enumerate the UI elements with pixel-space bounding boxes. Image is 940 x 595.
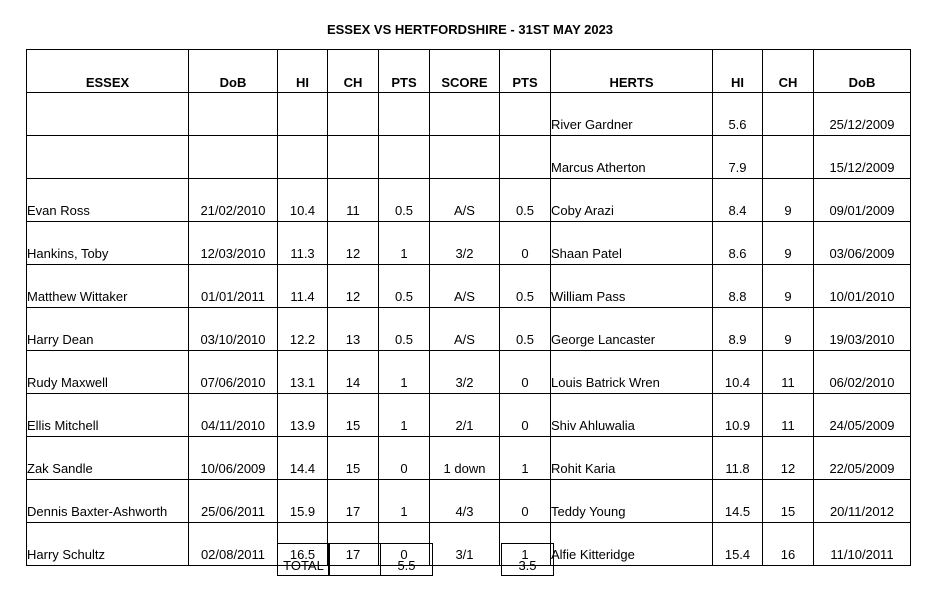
table-row bbox=[27, 480, 911, 523]
herts-hi-cell: 8.6 bbox=[713, 222, 763, 265]
herts-hi-cell: 10.4 bbox=[713, 351, 763, 394]
herts-ch-cell: 11 bbox=[763, 351, 814, 394]
essex-dob-cell: 21/02/2010 bbox=[189, 179, 278, 222]
essex-player-cell: Matthew Wittaker bbox=[27, 265, 189, 308]
essex-dob-cell: 10/06/2009 bbox=[189, 437, 278, 480]
herts-ch-cell: 9 bbox=[763, 308, 814, 351]
herts-ch-cell: 9 bbox=[763, 265, 814, 308]
essex-pts-cell: 1 bbox=[379, 480, 430, 523]
herts-dob-cell: 11/10/2011 bbox=[814, 523, 911, 566]
score-cell: A/S bbox=[430, 179, 500, 222]
essex-dob-cell: 12/03/2010 bbox=[189, 222, 278, 265]
essex-dob-cell: 07/06/2010 bbox=[189, 351, 278, 394]
herts-pts-cell: 0.5 bbox=[500, 308, 551, 351]
herts-dob-cell: 20/11/2012 bbox=[814, 480, 911, 523]
herts-pts-cell: 0.5 bbox=[500, 179, 551, 222]
essex-ch-cell: 12 bbox=[328, 222, 379, 265]
total-label: TOTAL bbox=[277, 543, 330, 576]
herts-hi-cell: 11.8 bbox=[713, 437, 763, 480]
essex-hi-cell: 14.4 bbox=[278, 437, 328, 480]
essex-ch-cell: 11 bbox=[328, 179, 379, 222]
score-cell: 2/1 bbox=[430, 394, 500, 437]
score-cell: 3/2 bbox=[430, 222, 500, 265]
score-cell: A/S bbox=[430, 265, 500, 308]
header-herts-ch: CH bbox=[763, 50, 814, 93]
score-cell bbox=[430, 136, 500, 179]
herts-ch-cell: 9 bbox=[763, 222, 814, 265]
header-herts-player: HERTS bbox=[551, 50, 713, 93]
herts-dob-cell: 03/06/2009 bbox=[814, 222, 911, 265]
essex-player-cell bbox=[27, 93, 189, 136]
herts-dob-cell: 06/02/2010 bbox=[814, 351, 911, 394]
herts-dob-cell: 24/05/2009 bbox=[814, 394, 911, 437]
essex-player-cell: Zak Sandle bbox=[27, 437, 189, 480]
herts-hi-cell: 8.9 bbox=[713, 308, 763, 351]
essex-player-cell: Rudy Maxwell bbox=[27, 351, 189, 394]
herts-hi-cell: 14.5 bbox=[713, 480, 763, 523]
score-cell: 1 down bbox=[430, 437, 500, 480]
herts-dob-cell: 09/01/2009 bbox=[814, 179, 911, 222]
herts-pts-cell bbox=[500, 93, 551, 136]
essex-pts-cell: 0.5 bbox=[379, 265, 430, 308]
results-table bbox=[26, 49, 911, 566]
herts-pts-cell: 0 bbox=[500, 480, 551, 523]
essex-player-cell: Evan Ross bbox=[27, 179, 189, 222]
herts-hi-cell: 5.6 bbox=[713, 93, 763, 136]
herts-ch-cell: 15 bbox=[763, 480, 814, 523]
header-essex-player: ESSEX bbox=[27, 50, 189, 93]
essex-hi-cell: 10.4 bbox=[278, 179, 328, 222]
essex-ch-cell bbox=[328, 136, 379, 179]
essex-total-points: 5.5 bbox=[380, 543, 433, 576]
herts-hi-cell: 10.9 bbox=[713, 394, 763, 437]
herts-player-cell: Louis Batrick Wren bbox=[551, 351, 713, 394]
table-row bbox=[27, 523, 911, 566]
essex-pts-cell: 1 bbox=[379, 394, 430, 437]
table-row bbox=[27, 308, 911, 351]
herts-pts-cell: 0 bbox=[500, 351, 551, 394]
essex-pts-cell bbox=[379, 136, 430, 179]
essex-dob-cell: 02/08/2011 bbox=[189, 523, 278, 566]
header-herts-pts: PTS bbox=[500, 50, 551, 93]
herts-pts-cell bbox=[500, 136, 551, 179]
essex-player-cell: Harry Dean bbox=[27, 308, 189, 351]
header-essex-hi: HI bbox=[278, 50, 328, 93]
herts-player-cell: Shiv Ahluwalia bbox=[551, 394, 713, 437]
table-row bbox=[27, 93, 911, 136]
essex-hi-cell bbox=[278, 93, 328, 136]
essex-dob-cell: 03/10/2010 bbox=[189, 308, 278, 351]
herts-dob-cell: 10/01/2010 bbox=[814, 265, 911, 308]
essex-ch-cell: 15 bbox=[328, 394, 379, 437]
essex-hi-cell: 11.3 bbox=[278, 222, 328, 265]
essex-ch-cell: 15 bbox=[328, 437, 379, 480]
header-score: SCORE bbox=[430, 50, 500, 93]
score-cell bbox=[430, 93, 500, 136]
herts-player-cell: Shaan Patel bbox=[551, 222, 713, 265]
essex-pts-cell: 0 bbox=[379, 523, 430, 566]
essex-dob-cell bbox=[189, 136, 278, 179]
essex-pts-cell: 1 bbox=[379, 222, 430, 265]
herts-hi-cell: 15.4 bbox=[713, 523, 763, 566]
herts-player-cell: William Pass bbox=[551, 265, 713, 308]
essex-pts-cell: 0.5 bbox=[379, 179, 430, 222]
herts-pts-cell: 1 bbox=[500, 523, 551, 566]
score-cell: A/S bbox=[430, 308, 500, 351]
essex-player-cell: Harry Schultz bbox=[27, 523, 189, 566]
header-essex-ch: CH bbox=[328, 50, 379, 93]
table-row bbox=[27, 136, 911, 179]
herts-player-cell: Alfie Kitteridge bbox=[551, 523, 713, 566]
herts-dob-cell: 15/12/2009 bbox=[814, 136, 911, 179]
table-row bbox=[27, 351, 911, 394]
essex-ch-cell: 14 bbox=[328, 351, 379, 394]
table-row bbox=[27, 265, 911, 308]
herts-ch-cell: 9 bbox=[763, 179, 814, 222]
essex-pts-cell: 1 bbox=[379, 351, 430, 394]
essex-player-cell: Hankins, Toby bbox=[27, 222, 189, 265]
herts-pts-cell: 0 bbox=[500, 222, 551, 265]
essex-pts-cell bbox=[379, 93, 430, 136]
essex-dob-cell: 25/06/2011 bbox=[189, 480, 278, 523]
essex-hi-cell bbox=[278, 136, 328, 179]
essex-ch-cell: 12 bbox=[328, 265, 379, 308]
herts-dob-cell: 25/12/2009 bbox=[814, 93, 911, 136]
essex-pts-cell: 0.5 bbox=[379, 308, 430, 351]
score-cell: 4/3 bbox=[430, 480, 500, 523]
score-cell: 3/1 bbox=[430, 523, 500, 566]
herts-dob-cell: 19/03/2010 bbox=[814, 308, 911, 351]
essex-hi-cell: 15.9 bbox=[278, 480, 328, 523]
score-cell: 3/2 bbox=[430, 351, 500, 394]
essex-dob-cell: 01/01/2011 bbox=[189, 265, 278, 308]
essex-hi-cell: 12.2 bbox=[278, 308, 328, 351]
herts-player-cell: Rohit Karia bbox=[551, 437, 713, 480]
herts-player-cell: Marcus Atherton bbox=[551, 136, 713, 179]
herts-player-cell: Teddy Young bbox=[551, 480, 713, 523]
herts-pts-cell: 1 bbox=[500, 437, 551, 480]
table-row bbox=[27, 222, 911, 265]
herts-pts-cell: 0.5 bbox=[500, 265, 551, 308]
herts-hi-cell: 8.4 bbox=[713, 179, 763, 222]
herts-ch-cell: 16 bbox=[763, 523, 814, 566]
header-essex-dob: DoB bbox=[189, 50, 278, 93]
essex-player-cell bbox=[27, 136, 189, 179]
essex-hi-cell: 13.9 bbox=[278, 394, 328, 437]
table-row bbox=[27, 394, 911, 437]
herts-pts-cell: 0 bbox=[500, 394, 551, 437]
table-row bbox=[27, 179, 911, 222]
essex-dob-cell bbox=[189, 93, 278, 136]
herts-ch-cell: 12 bbox=[763, 437, 814, 480]
page-title: ESSEX VS HERTFORDSHIRE - 31ST MAY 2023 bbox=[326, 22, 614, 37]
total-empty-cell bbox=[328, 543, 381, 576]
header-essex-pts: PTS bbox=[379, 50, 430, 93]
herts-ch-cell bbox=[763, 136, 814, 179]
essex-player-cell: Dennis Baxter-Ashworth bbox=[27, 480, 189, 523]
herts-hi-cell: 7.9 bbox=[713, 136, 763, 179]
essex-ch-cell: 17 bbox=[328, 480, 379, 523]
essex-hi-cell: 16.5 bbox=[278, 523, 328, 566]
essex-ch-cell: 13 bbox=[328, 308, 379, 351]
essex-ch-cell bbox=[328, 93, 379, 136]
header-row bbox=[27, 50, 911, 93]
essex-ch-cell: 17 bbox=[328, 523, 379, 566]
herts-total-points: 3.5 bbox=[501, 543, 554, 576]
essex-hi-cell: 13.1 bbox=[278, 351, 328, 394]
table-row bbox=[27, 437, 911, 480]
herts-ch-cell bbox=[763, 93, 814, 136]
essex-hi-cell: 11.4 bbox=[278, 265, 328, 308]
herts-player-cell: Coby Arazi bbox=[551, 179, 713, 222]
header-herts-hi: HI bbox=[713, 50, 763, 93]
essex-player-cell: Ellis Mitchell bbox=[27, 394, 189, 437]
essex-pts-cell: 0 bbox=[379, 437, 430, 480]
herts-dob-cell: 22/05/2009 bbox=[814, 437, 911, 480]
herts-player-cell: George Lancaster bbox=[551, 308, 713, 351]
herts-hi-cell: 8.8 bbox=[713, 265, 763, 308]
essex-dob-cell: 04/11/2010 bbox=[189, 394, 278, 437]
header-herts-dob: DoB bbox=[814, 50, 911, 93]
herts-ch-cell: 11 bbox=[763, 394, 814, 437]
herts-player-cell: River Gardner bbox=[551, 93, 713, 136]
